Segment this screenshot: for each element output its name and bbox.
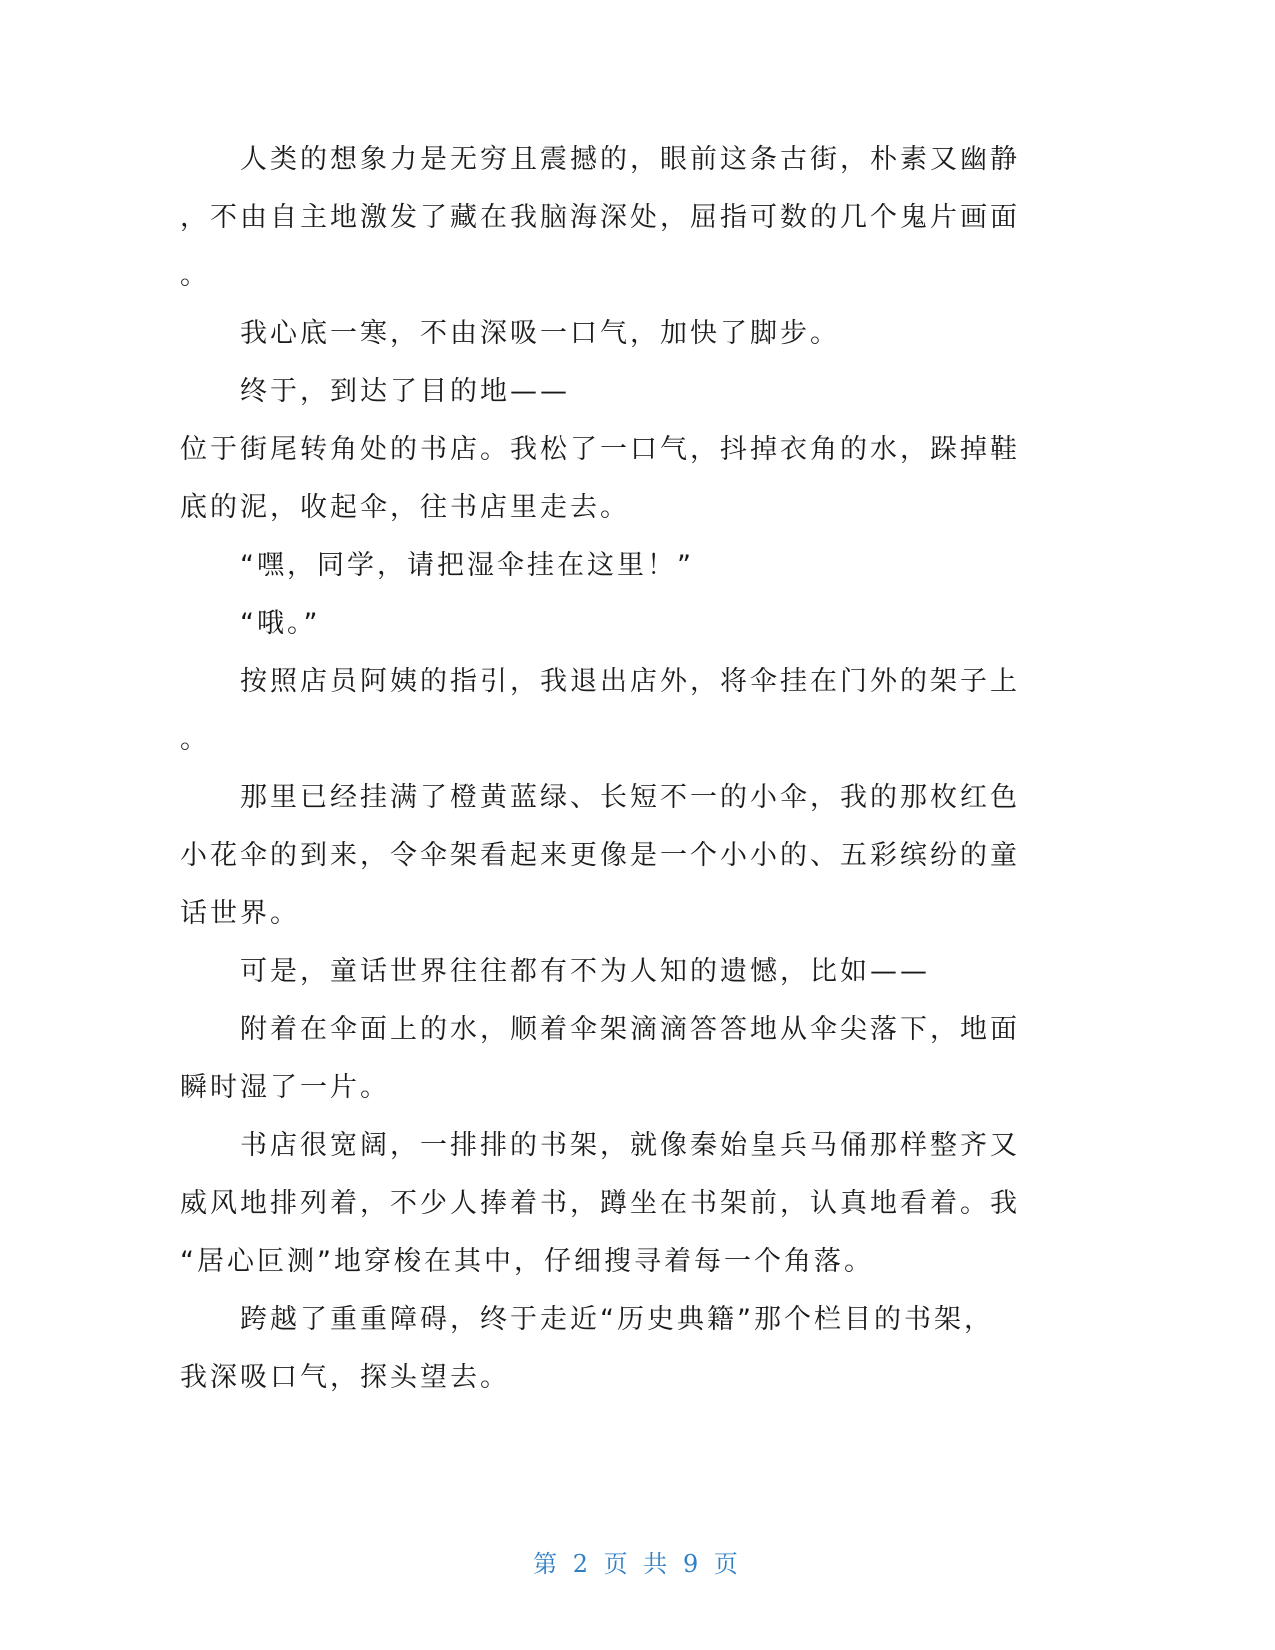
text-line: 附着在伞面上的水，顺着伞架滴滴答答地从伞尖落下，地面 [240,1014,1020,1045]
text-line: 瞬时湿了一片。 [180,1072,390,1103]
text-line: “哦。” [240,608,321,639]
text-line: 终于，到达了目的地—— [240,376,570,407]
text-line: 人类的想象力是无穷且震撼的，眼前这条古街，朴素又幽静 [240,144,1020,175]
text-line: 底的泥，收起伞，往书店里走去。 [180,492,630,523]
page-number-footer: 第 2 页 共 9 页 [533,1550,742,1578]
text-line: “嘿，同学，请把湿伞挂在这里！” [240,550,694,581]
text-line: 小花伞的到来，令伞架看起来更像是一个小小的、五彩缤纷的童 [180,840,1020,871]
text-line: 按照店员阿姨的指引，我退出店外，将伞挂在门外的架子上 [240,666,1020,697]
text-line: ，不由自主地激发了藏在我脑海深处，屈指可数的几个鬼片画面 [180,202,1020,233]
text-line: 。 [180,724,210,755]
text-line: 可是，童话世界往往都有不为人知的遗憾，比如—— [240,956,930,987]
text-line: 位于街尾转角处的书店。我松了一口气，抖掉衣角的水，跺掉鞋 [180,434,1020,465]
text-line: 。 [180,260,210,291]
text-line: 我深吸口气，探头望去。 [180,1362,510,1393]
text-line: 话世界。 [180,898,300,929]
text-line: 我心底一寒，不由深吸一口气，加快了脚步。 [240,318,840,349]
text-line: 威风地排列着，不少人捧着书，蹲坐在书架前，认真地看着。我 [180,1188,1020,1219]
text-line: 书店很宽阔，一排排的书架，就像秦始皇兵马俑那样整齐又 [240,1130,1020,1161]
text-line: 那里已经挂满了橙黄蓝绿、长短不一的小伞，我的那枚红色 [240,782,1020,813]
text-line: “居心叵测”地穿梭在其中，仔细搜寻着每一个角落。 [180,1246,874,1277]
text-line: 跨越了重重障碍，终于走近“历史典籍”那个栏目的书架， [240,1304,994,1335]
